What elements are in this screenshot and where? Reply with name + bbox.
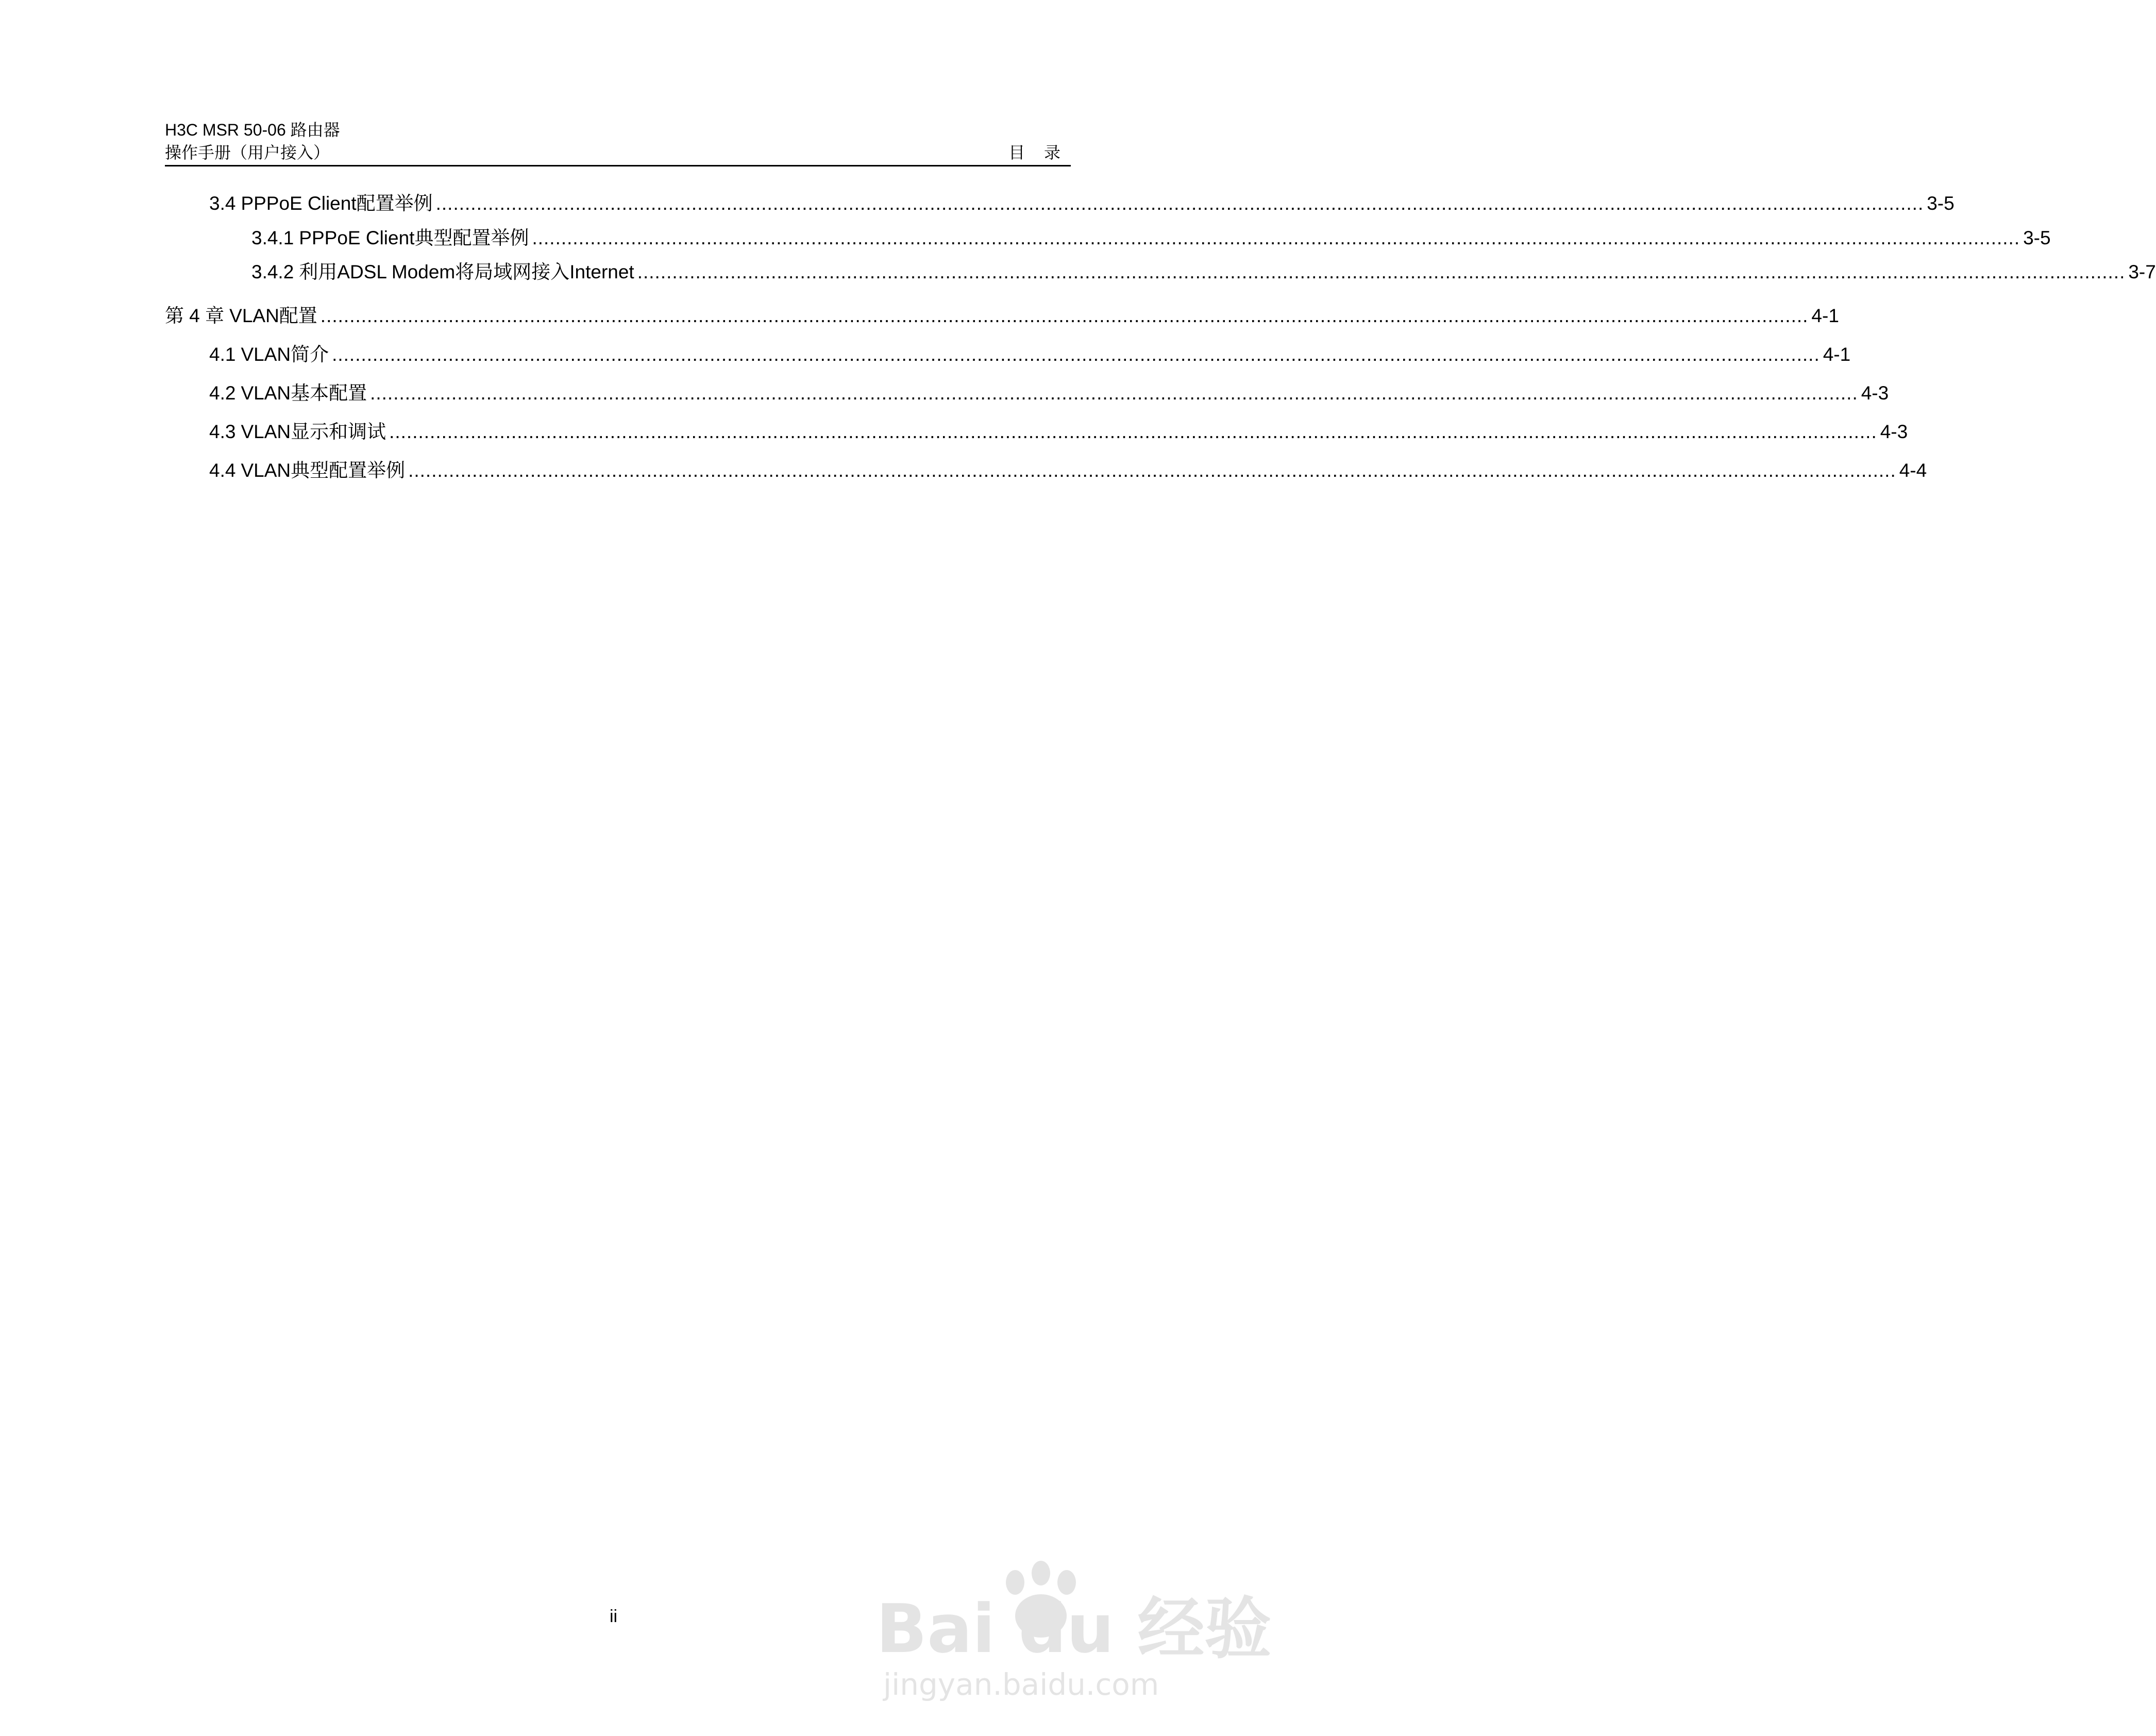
toc-leader-dots: ................................................................................................................................................................................................................................................................ [532,227,2020,248]
toc-entry-4-3[interactable] [209,420,1908,444]
toc-entry-page: 4-1 [1811,305,1839,326]
toc-entry-number: 4.1 [209,344,236,365]
toc-leader-dots: ................................................................................................................................................................................................................................................................ [435,193,1924,214]
toc-entry-chapter-4[interactable] [165,304,1839,328]
toc-entry-number: 4.3 [209,421,236,442]
document-title: H3C MSR 50-06 路由器 [165,121,340,139]
toc-entry-3-4-2[interactable] [251,260,2156,284]
toc-entry-page: 3-5 [1927,193,1955,214]
toc-entry-page: 4-3 [1861,382,1889,404]
toc-leader-dots: ................................................................................................................................................................................................................................................................ [408,460,1896,481]
toc-entry-page: 3-5 [2023,227,2051,248]
toc-leader-dots: ................................................................................................................................................................................................................................................................ [370,382,1858,404]
toc-leader-dots: ................................................................................................................................................................................................................................................................ [332,344,1820,365]
toc-entry-page: 4-4 [1899,460,1927,481]
toc-entry-4-4[interactable] [209,459,1927,482]
toc-leader-dots: ................................................................................................................................................................................................................................................................ [389,421,1877,442]
toc-entry-number: 4.4 [209,460,236,481]
toc-leader-dots: ................................................................................................................................................................................................................................................................ [637,261,2126,282]
toc-entry-page: 3-7 [2128,261,2156,282]
toc-entry-title: PPPoE Client典型配置举例 [299,227,529,248]
toc-entry-number: 3.4.1 [251,227,294,248]
watermark-brand: Bai du 经验 [876,1590,1272,1668]
toc-entry-page: 4-1 [1823,344,1851,365]
toc-entry-4-2[interactable] [209,381,1889,405]
toc-leader-dots: ................................................................................................................................................................................................................................................................ [320,305,1809,326]
toc-entry-number: 3.4.2 [251,261,294,282]
toc-entry-4-1[interactable] [209,343,1851,366]
toc-entry-page: 4-3 [1880,421,1908,442]
toc-entry-3-4[interactable] [209,192,1955,215]
toc-entry-title: 利用ADSL Modem将局域网接入Internet [299,261,634,282]
toc-entry-title: PPPoE Client配置举例 [241,193,433,214]
watermark-url: jingyan.baidu.com [883,1667,1159,1702]
document-subtitle: 操作手册（用户接入） [165,143,330,162]
page-number: ii [609,1607,618,1626]
toc-entry-number: 第 4 章 [165,305,225,326]
toc-entry-title: VLAN配置 [229,305,317,326]
toc-entry-3-4-1[interactable] [251,226,2051,250]
toc-entry-title: VLAN基本配置 [241,382,367,404]
baidu-watermark [876,1562,1272,1706]
toc-entry-number: 4.2 [209,382,236,404]
toc-entry-title: VLAN简介 [241,344,329,365]
toc-entry-number: 3.4 [209,193,236,214]
toc-entry-title: VLAN典型配置举例 [241,460,406,481]
toc-entry-title: VLAN显示和调试 [241,421,386,442]
section-label: 目 录 [1008,143,1068,162]
